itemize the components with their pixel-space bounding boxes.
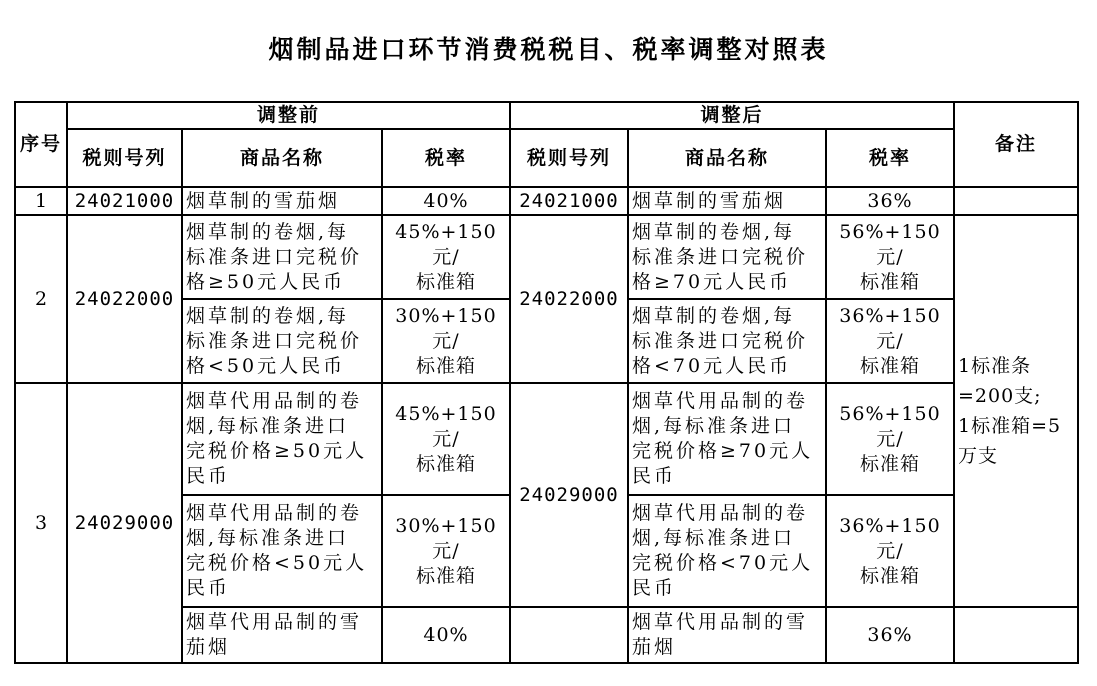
remark-line: 1标准条 <box>958 355 1032 377</box>
remark-cell <box>954 215 1078 607</box>
page-title: 烟制品进口环节消费税税目、税率调整对照表 <box>268 35 829 64</box>
name-line: 格≥50元人民币 <box>186 270 346 293</box>
rate-line: 36%+150元/ <box>839 304 941 352</box>
name-line: 茄烟 <box>632 636 677 658</box>
before-name-cell <box>182 299 382 383</box>
after-name-cell <box>628 299 826 383</box>
after-name-cell <box>628 495 826 607</box>
before-code-cell: 24029000 <box>67 383 182 663</box>
before-name-cell <box>182 383 382 495</box>
rate-line: 标准箱 <box>415 452 476 475</box>
after-rate-cell <box>826 215 954 299</box>
rate-line: 标准箱 <box>415 270 476 293</box>
name-line: 烟草制的卷烟,每 <box>186 220 350 243</box>
rate-line: 标准箱 <box>859 354 920 377</box>
name-line: 完税价格<70元人 <box>632 552 814 574</box>
name-line: 烟,每标准条进口 <box>632 527 796 549</box>
remark-cell-empty <box>954 607 1078 663</box>
name-line: 标准条进口完税价 <box>632 329 809 352</box>
name-line: 茄烟 <box>186 636 231 658</box>
after-rate-cell: 36% <box>826 187 954 215</box>
header-before: 调整前 <box>67 102 510 129</box>
name-line: 烟草代用品制的雪 <box>632 611 809 633</box>
name-line: 完税价格≥50元人 <box>186 440 368 462</box>
name-line: 烟草制的卷烟,每 <box>632 304 796 327</box>
rate-line: 30%+150元/ <box>395 304 497 352</box>
header-before-name: 商品名称 <box>182 129 382 187</box>
header-after: 调整后 <box>510 102 954 129</box>
name-line: 民币 <box>632 465 677 487</box>
header-remark: 备注 <box>954 102 1078 187</box>
remark-line: 1标准箱=5 <box>958 415 1062 437</box>
after-code-cell: 24029000 <box>510 383 628 607</box>
before-rate-cell <box>382 299 510 383</box>
before-name-cell <box>182 495 382 607</box>
before-code-cell: 24022000 <box>67 215 182 383</box>
header-after-code: 税则号列 <box>510 129 628 187</box>
before-rate-cell: 40% <box>382 607 510 663</box>
after-code-cell-empty <box>510 607 628 663</box>
before-name-cell <box>182 215 382 299</box>
remark-line: 万支 <box>958 445 999 467</box>
table-row <box>15 383 1078 495</box>
table-row <box>15 187 1078 215</box>
name-line: 完税价格<50元人 <box>186 552 368 574</box>
rate-line: 标准箱 <box>415 564 476 587</box>
header-before-rate: 税率 <box>382 129 510 187</box>
rate-line: 36%+150元/ <box>839 514 941 562</box>
table-row <box>15 215 1078 299</box>
tax-rate-table <box>14 101 1079 664</box>
name-line: 民币 <box>186 465 231 487</box>
before-rate-cell: 40% <box>382 187 510 215</box>
remark-line: =200支; <box>958 385 1042 407</box>
name-line: 民币 <box>632 577 677 599</box>
name-line: 烟草代用品制的卷 <box>186 390 363 412</box>
after-rate-cell: 36% <box>826 607 954 663</box>
name-line: 标准条进口完税价 <box>186 329 363 352</box>
before-rate-cell <box>382 383 510 495</box>
before-name-cell <box>182 607 382 663</box>
name-line: 完税价格≥70元人 <box>632 440 814 462</box>
name-line: 烟,每标准条进口 <box>632 415 796 437</box>
name-line: 标准条进口完税价 <box>186 245 363 268</box>
rate-line: 30%+150元/ <box>395 514 497 562</box>
name-line: 烟草代用品制的卷 <box>632 390 809 412</box>
name-line: 烟草制的卷烟,每 <box>632 220 796 243</box>
after-rate-cell <box>826 495 954 607</box>
remark-cell-empty <box>954 187 1078 215</box>
rate-line: 标准箱 <box>859 452 920 475</box>
rate-line: 标准箱 <box>415 354 476 377</box>
rate-line: 标准箱 <box>859 270 920 293</box>
header-seq: 序号 <box>15 102 67 187</box>
name-line: 格≥70元人民币 <box>632 270 792 293</box>
before-name-cell: 烟草制的雪茄烟 <box>182 187 382 215</box>
name-line: 格<50元人民币 <box>186 354 346 377</box>
after-rate-cell <box>826 383 954 495</box>
header-after-rate: 税率 <box>826 129 954 187</box>
rate-line: 45%+150元/ <box>395 402 497 450</box>
after-name-cell <box>628 215 826 299</box>
seq-cell: 1 <box>15 187 67 215</box>
after-code-cell: 24021000 <box>510 187 628 215</box>
rate-line: 45%+150元/ <box>395 220 497 268</box>
name-line: 烟草代用品制的卷 <box>632 502 809 524</box>
before-rate-cell <box>382 495 510 607</box>
name-line: 烟草制的卷烟,每 <box>186 304 350 327</box>
rate-line: 标准箱 <box>859 564 920 587</box>
name-line: 烟,每标准条进口 <box>186 415 350 437</box>
after-name-cell <box>628 383 826 495</box>
header-before-code: 税则号列 <box>67 129 182 187</box>
name-line: 标准条进口完税价 <box>632 245 809 268</box>
name-line: 格<70元人民币 <box>632 354 792 377</box>
name-line: 烟草代用品制的雪 <box>186 611 363 633</box>
before-code-cell: 24021000 <box>67 187 182 215</box>
name-line: 民币 <box>186 577 231 599</box>
name-line: 烟草代用品制的卷 <box>186 502 363 524</box>
before-rate-cell <box>382 215 510 299</box>
name-line: 烟,每标准条进口 <box>186 527 350 549</box>
seq-cell: 2 <box>15 215 67 383</box>
after-code-cell: 24022000 <box>510 215 628 383</box>
after-name-cell: 烟草制的雪茄烟 <box>628 187 826 215</box>
after-rate-cell <box>826 299 954 383</box>
after-name-cell <box>628 607 826 663</box>
rate-line: 56%+150元/ <box>839 220 941 268</box>
header-after-name: 商品名称 <box>628 129 826 187</box>
seq-cell: 3 <box>15 383 67 663</box>
rate-line: 56%+150元/ <box>839 402 941 450</box>
